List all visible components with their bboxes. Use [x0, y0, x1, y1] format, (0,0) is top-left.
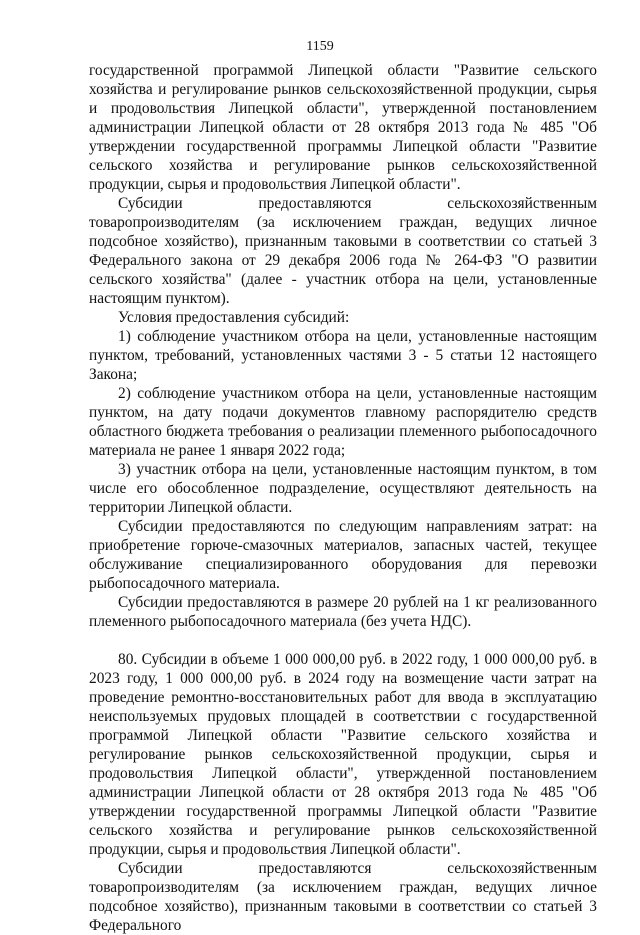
paragraph: Субсидии предоставляются по следующим направлениям затрат: на приобретение горюче-смазочных материалов, запасных частей, текущее обслуживание специализированного оборудования для перевозки рыбопосадочного материала.: [89, 518, 597, 592]
list-item: 2) соблюдение участником отбора на цели, установленные настоящим пунктом, на дату подачи документов главному распорядителю средств областного бюджета требования о реализации племенного рыбопосадочного материала не ранее 1 января 2022 года;: [89, 385, 597, 459]
document-body: [89, 61, 597, 935]
paragraph: Условия предоставления субсидий:: [118, 309, 350, 326]
paragraph: Субсидии предоставляются сельскохозяйственным товаропроизводителям (за исключением граждан, ведущих личное подсобное хозяйство), признанным таковыми в соответствии со статьей 3 Федерального закона от 29 декабря 2006 года № 264-ФЗ "О развитии сельского хозяйства" (далее - участник отбора на цели, установленные настоящим пунктом).: [89, 195, 597, 307]
paragraph: Субсидии предоставляются сельскохозяйственным товаропроизводителям (за исключением граждан, ведущих личное подсобное хозяйство), признанным таковыми в соответствии со статьей 3 Федерального: [89, 860, 597, 934]
section-80: 80. Субсидии в объеме 1 000 000,00 руб. в 2022 году, 1 000 000,00 руб. в 2023 году, 1 000 000,00 руб. в 2024 году на возмещение части затрат на проведение ремонтно-восстановительных работ для ввода в эксплуатацию неиспользуемых прудовых площадей в соответствии с государственной программой Липецкой области "Развитие сельского хозяйства и регулирование рынков сельскохозяйственной продукции, сырья и продовольствия Липецкой области", утвержденной постановлением администрации Липецкой области от 28 октября 2013 года № 485 "Об утверждении государственной программы Липецкой области "Развитие сельского хозяйства и регулирование рынков сельскохозяйственной продукции, сырья и продовольствия Липецкой области".: [89, 651, 597, 858]
page-number: 1159: [306, 39, 334, 54]
paragraph: Субсидии предоставляются в размере 20 рублей на 1 кг реализованного племенного рыбопосадочного материала (без учета НДС).: [89, 594, 597, 630]
paragraph: государственной программой Липецкой области "Развитие сельского хозяйства и регулирование рынков сельскохозяйственной продукции, сырья и продовольствия Липецкой области", утвержденной постановлением администрации Липецкой области от 28 октября 2013 года № 485 "Об утверждении государственной программы Липецкой области "Развитие сельского хозяйства и регулирование рынков сельскохозяйственной продукции, сырья и продовольствия Липецкой области".: [89, 62, 597, 193]
list-item: 3) участник отбора на цели, установленные настоящим пунктом, в том числе его обособленное подразделение, осуществляют деятельность на территории Липецкой области.: [89, 461, 597, 516]
list-item: 1) соблюдение участником отбора на цели, установленные настоящим пунктом, требований, установленных частями 3 - 5 статьи 12 настоящего Закона;: [89, 328, 597, 383]
section-spacer: [89, 631, 597, 650]
